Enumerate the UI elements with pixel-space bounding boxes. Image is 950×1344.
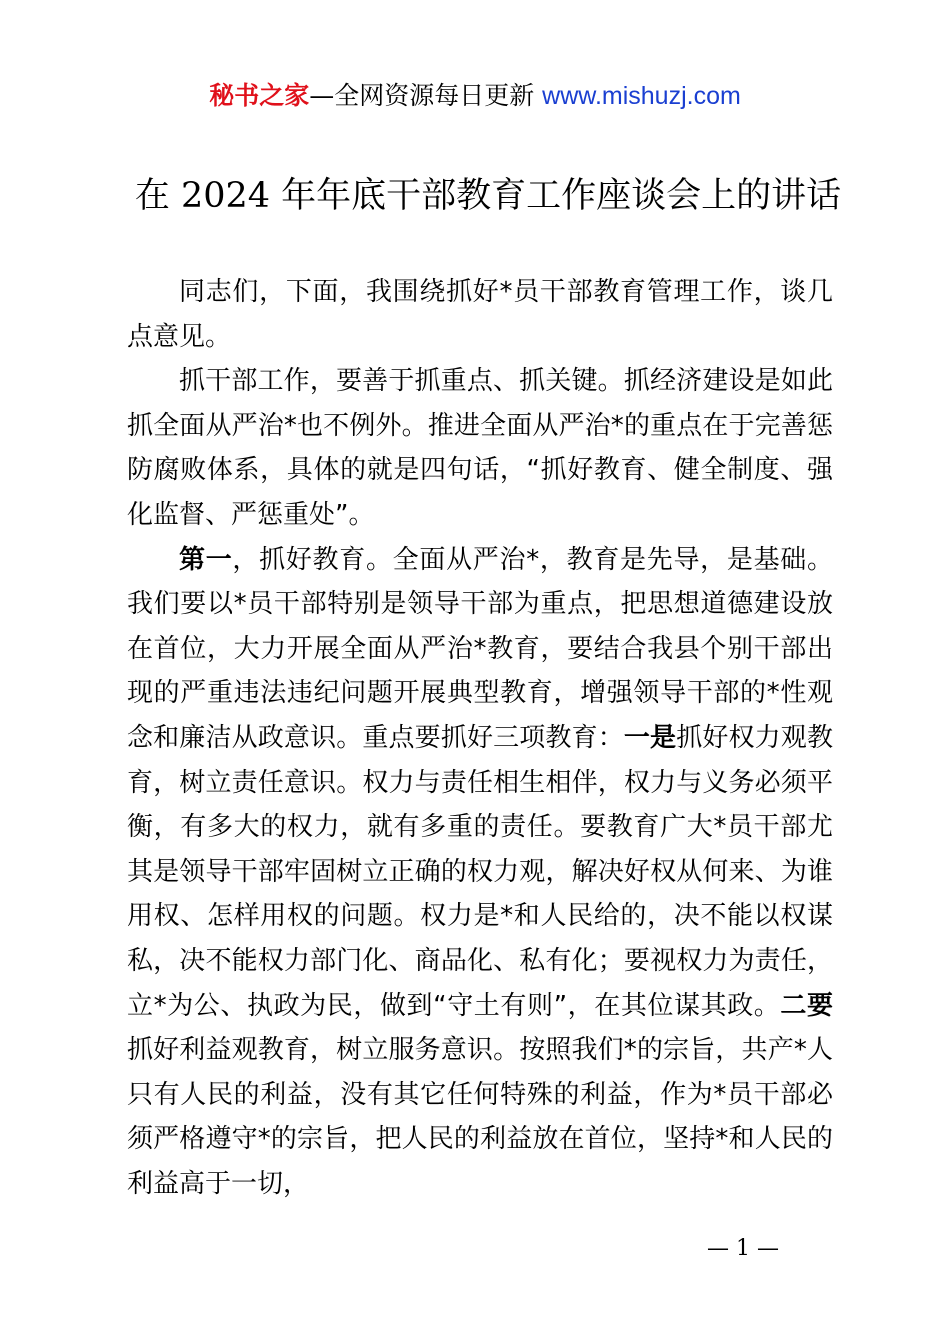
item-marker-2: 二要 (780, 990, 833, 1021)
site-url-link[interactable]: www.mishuzj.com (542, 82, 741, 110)
point-lead-label: 第一 (179, 544, 233, 575)
point-text-part-2: 抓好权力观教育，树立责任意识。权力与责任相生相伴，权力与义务必须平衡，有多大的权力，就有多重的责任。要教育广大*员干部尤其是领导干部牢固树立正确的权力观，解决好权从何来、为谁用权、怎样用权的问题。权力是*和人民给的，决不能以权谋私，决不能权力部门化、商品化、私有化；要视权力为责任，立*为公、执政为民，做到“守土有则”，在其位谋其政。 (127, 722, 833, 1021)
site-brand: 秘书之家 (209, 81, 310, 110)
document-title: 在 2024 年年底干部教育工作座谈会上的讲话 (134, 176, 842, 216)
document-body (127, 270, 833, 1206)
paragraph-greeting: 同志们，下面，我围绕抓好*员干部教育管理工作，谈几点意见。 (127, 277, 833, 352)
point-text-part-3: 抓好利益观教育，树立服务意识。按照我们*的宗旨，共产*人只有人民的利益，没有其它任何特殊的利益，作为*员干部必须严格遵守*的宗旨，把人民的利益放在首位，坚持*和人民的利益高于一切， (127, 1035, 833, 1199)
site-header (0, 78, 950, 114)
paragraph-overview: 抓干部工作，要善于抓重点、抓关键。抓经济建设是如此抓全面从严治*也不例外。推进全面从严治*的重点在于完善惩防腐败体系，具体的就是四句话，“抓好教育、健全制度、强化监督、严惩重处”。 (127, 366, 833, 530)
point-text-part-1: ，抓好教育。全面从严治*，教育是先导，是基础。我们要以*员干部特别是领导干部为重点，把思想道德建设放在首位，大力开展全面从严治*教育，要结合我县个别干部出现的严重违法违纪问题开展典型教育，增强领导干部的*性观念和廉洁从政意识。重点要抓好三项教育： (127, 544, 833, 753)
page-number: — 1 — (707, 1236, 779, 1261)
paragraph-first-point (127, 538, 833, 1207)
item-marker-1: 一是 (623, 722, 677, 753)
site-tagline: —全网资源每日更新 (309, 81, 543, 110)
